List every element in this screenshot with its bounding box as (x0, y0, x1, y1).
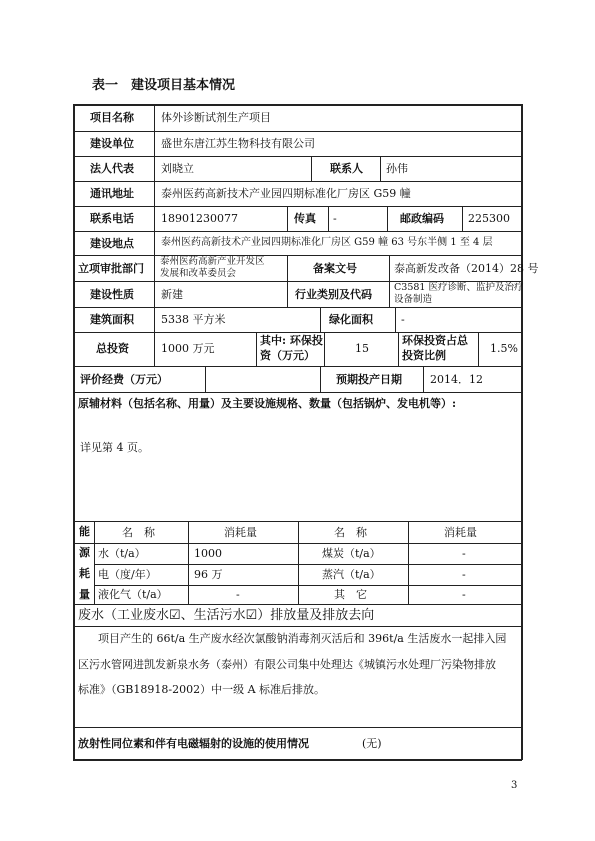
col-line (395, 307, 396, 332)
env-investment-value: 15 (355, 342, 369, 355)
col-line (154, 104, 155, 366)
phone-label: 联系电话 (90, 212, 134, 225)
approval-value-line1: 泰州医药高新产业开发区 (160, 256, 265, 267)
energy-header: 名 称 (122, 526, 155, 539)
production-date-value: 2014．12 (430, 373, 483, 386)
location-label: 建设地点 (90, 237, 134, 250)
energy-header: 名 称 (334, 526, 367, 539)
industry-value-line1: C3581 医疗诊断、监护及治疗 (394, 282, 524, 293)
row-line (75, 231, 521, 232)
env-investment-label-line2: 资（万元） (260, 349, 315, 362)
legal-rep-value: 刘晓立 (161, 162, 194, 175)
wastewater-text-line: 标准》（GB18918-2002）中一级 A 标准后排放。 (78, 683, 326, 696)
col-line (320, 307, 321, 332)
env-ratio-label-line2: 投资比例 (402, 349, 446, 362)
builder-label: 建设单位 (90, 137, 134, 150)
area-label: 建筑面积 (90, 313, 134, 326)
col-line (380, 156, 381, 181)
col-line (398, 332, 399, 366)
energy-name: 电（度/年） (98, 568, 157, 581)
energy-name: 其 它 (334, 588, 367, 601)
energy-value: - (462, 547, 466, 560)
col-line (287, 255, 288, 307)
energy-name: 蒸汽（t/a） (322, 568, 381, 581)
row-line (94, 564, 521, 565)
energy-value: - (236, 588, 240, 601)
row-line (75, 366, 521, 367)
materials-heading: 原辅材料（包括名称、用量）及主要设施规格、数量（包括锅炉、发电机等）: (78, 397, 457, 410)
fee-label: 评价经费（万元） (80, 373, 168, 386)
row-line (75, 332, 521, 333)
production-date-label: 预期投产日期 (336, 373, 402, 386)
project-name-value: 体外诊断试剂生产项目 (161, 111, 271, 124)
nature-label: 建设性质 (90, 288, 134, 301)
location-value: 泰州医药高新技术产业园四期标准化厂房区 G59 幢 63 号东半侧 1 至 4 层 (161, 237, 493, 248)
row-line (75, 626, 521, 627)
industry-label: 行业类别及代码 (295, 288, 372, 301)
approval-label: 立项审批部门 (78, 262, 144, 275)
energy-side-char: 能 (79, 525, 90, 538)
materials-body: 详见第 4 页。 (80, 441, 149, 454)
green-area-label: 绿化面积 (329, 313, 373, 326)
radiation-label: 放射性同位素和伴有电磁辐射的设施的使用情况 (78, 737, 309, 750)
postcode-value: 225300 (468, 212, 510, 225)
col-line (389, 255, 390, 307)
row-line (94, 585, 521, 586)
energy-value: - (462, 568, 466, 581)
col-line (387, 206, 388, 231)
col-line (324, 332, 325, 366)
contact-value: 孙伟 (386, 162, 408, 175)
row-line (75, 727, 521, 728)
row-line (75, 131, 521, 132)
area-value: 5338 平方米 (161, 313, 226, 326)
col-line (423, 366, 424, 392)
col-line (256, 332, 257, 366)
wastewater-text-line: 项目产生的 66t/a 生产废水经次氯酸钠消毒剂灭活后和 396t/a 生活废水一起排入园 (98, 632, 507, 645)
green-area-value: - (401, 313, 405, 326)
energy-name: 液化气（t/a） (98, 588, 168, 601)
env-ratio-label-line1: 环保投资占总 (402, 334, 468, 347)
row-line (75, 255, 521, 256)
energy-value: - (462, 588, 466, 601)
approval-value-line2: 发展和改革委员会 (160, 268, 237, 279)
page-number: 3 (511, 780, 518, 791)
doc-number-value: 泰高新发改备（2014）28 号 (394, 262, 539, 275)
energy-side-char: 耗 (79, 567, 90, 580)
col-line (298, 521, 299, 604)
radiation-value: (无) (362, 737, 382, 750)
address-value: 泰州医药高新技术产业园四期标准化厂房区 G59 幢 (161, 187, 411, 200)
col-line (320, 366, 321, 392)
doc-number-label: 备案文号 (313, 262, 357, 275)
col-line (188, 521, 189, 604)
col-line (205, 366, 206, 392)
table-top-border (73, 104, 522, 106)
legal-rep-label: 法人代表 (90, 162, 134, 175)
wastewater-text-line: 区污水管网进凯发新泉水务（泰州）有限公司集中处理达《城镇污水处理厂污染物排放 (78, 658, 496, 671)
row-line (75, 392, 521, 393)
fax-value: - (333, 212, 337, 225)
row-line (75, 206, 521, 207)
env-investment-label-line1: 其中: 环保投 (260, 334, 323, 347)
energy-side-char: 量 (79, 588, 90, 601)
env-ratio-value: 1.5% (490, 342, 518, 355)
energy-name: 水（t/a） (98, 547, 146, 560)
energy-value: 96 万 (194, 568, 223, 581)
col-line (311, 156, 312, 181)
builder-value: 盛世东唐江苏生物科技有限公司 (161, 137, 315, 150)
industry-value-line2: 设备制造 (394, 294, 433, 305)
col-line (328, 206, 329, 231)
wastewater-heading: 废水（工业废水☑、生活污水☑）排放量及排放去向 (78, 608, 375, 623)
project-name-label: 项目名称 (90, 111, 134, 124)
energy-side-char: 源 (79, 546, 90, 559)
energy-header: 消耗量 (444, 526, 477, 539)
col-line (478, 332, 479, 366)
table-right-border (521, 104, 523, 760)
address-label: 通讯地址 (90, 187, 134, 200)
postcode-label: 邮政编码 (400, 212, 444, 225)
col-line (287, 206, 288, 231)
investment-value: 1000 万元 (161, 342, 215, 355)
energy-name: 煤炭（t/a） (322, 547, 381, 560)
col-line (94, 521, 95, 604)
table-left-border (73, 104, 75, 760)
nature-value: 新建 (161, 288, 183, 301)
page-title: 表一 建设项目基本情况 (92, 78, 236, 93)
investment-label: 总投资 (96, 342, 129, 355)
energy-header: 消耗量 (224, 526, 257, 539)
row-line (75, 156, 521, 157)
row-line (75, 604, 521, 605)
table-bottom-border (73, 759, 522, 761)
col-line (462, 206, 463, 231)
phone-value: 18901230077 (161, 212, 238, 225)
row-line (75, 307, 521, 308)
row-line (75, 181, 521, 182)
col-line (408, 521, 409, 604)
fax-label: 传真 (294, 212, 316, 225)
energy-value: 1000 (194, 547, 222, 560)
contact-label: 联系人 (330, 162, 363, 175)
